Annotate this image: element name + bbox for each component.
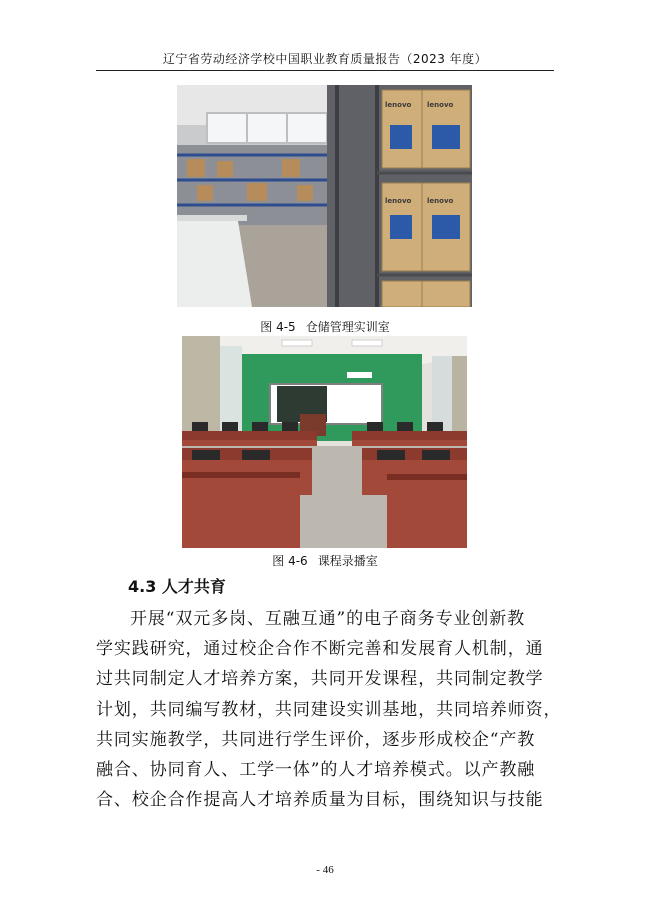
- warehouse-photo: [177, 85, 472, 307]
- paragraph-line: 过共同制定人才培养方案，共同开发课程，共同制定教学: [96, 669, 544, 690]
- paragraph-line: 计划，共同编写教材，共同建设实训基地，共同培养师资，: [96, 699, 562, 720]
- figure-caption: [96, 552, 554, 569]
- paragraph-line: 融合、协同育人、工学一体”的人才培养模式。以产教融: [96, 759, 536, 780]
- paragraph-line: 学实践研究，通过校企合作不断完善和发展育人机制，通: [96, 639, 544, 660]
- figure-title: 仓储管理实训室: [305, 320, 390, 334]
- paragraph-line: 开展“双元多岗、互融互通”的电子商务专业创新教: [130, 609, 526, 629]
- figure-caption: [96, 318, 554, 335]
- body-paragraph: [96, 604, 562, 815]
- header-rule: [96, 70, 554, 71]
- paragraph-line: 共同实施教学，共同进行学生评价，逐步形成校企“产教: [96, 729, 536, 750]
- box-brand-label: lenovo: [427, 101, 454, 109]
- page-header: 辽宁省劳动经济学校中国职业教育质量报告（2023 年度）: [162, 52, 488, 66]
- box-brand-label: lenovo: [385, 197, 412, 205]
- box-brand-label: lenovo: [427, 197, 454, 205]
- paragraph-line: 合、校企合作提高人才培养质量为目标，围绕知识与技能: [96, 790, 544, 811]
- figure-number: 图 4-5: [260, 320, 296, 334]
- classroom-photo: [182, 336, 467, 548]
- figure-title: 课程录播室: [317, 554, 378, 568]
- section-heading: 4.3 人才共育: [128, 577, 226, 596]
- box-brand-label: lenovo: [385, 101, 412, 109]
- page-number: - 46: [316, 864, 334, 876]
- figure-number: 图 4-6: [272, 554, 308, 568]
